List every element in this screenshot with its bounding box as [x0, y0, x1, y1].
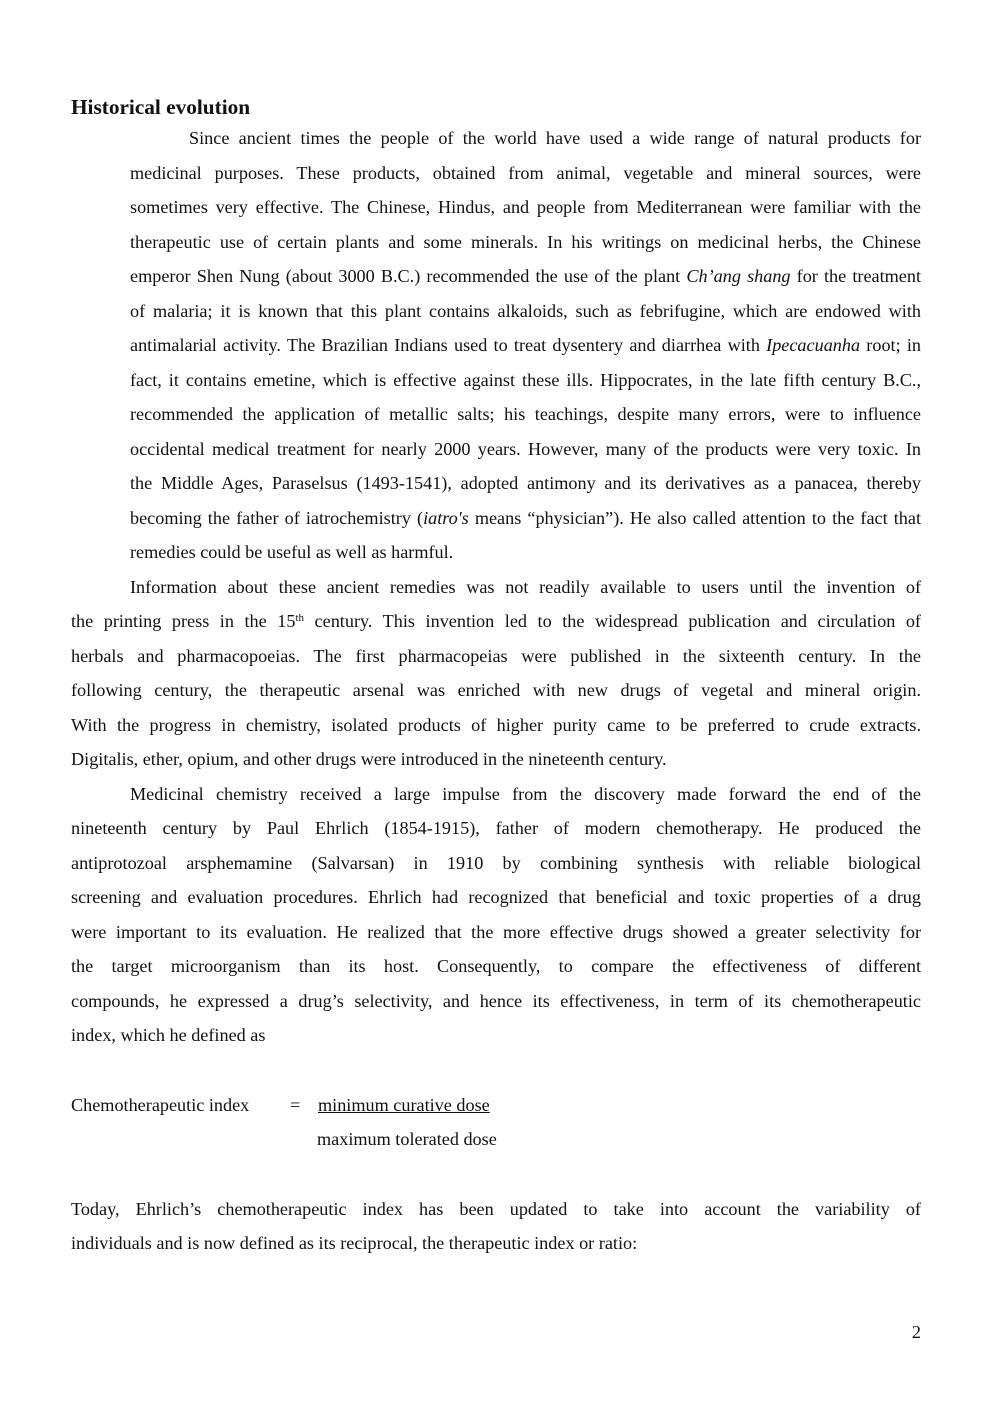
text-line: Today, Ehrlich’s chemotherapeutic index has been updated to take into account the variability of: [71, 1198, 921, 1219]
formula-denominator: maximum tolerated dose: [317, 1129, 497, 1149]
superscript: th: [295, 612, 305, 624]
italic-term: iatro's: [423, 507, 469, 528]
document-page: [71, 93, 921, 1261]
text-segment: means “physician”). He also called attention to the fact that: [468, 507, 921, 528]
text-segment: emperor Shen Nung (about 3000 B.C.) recommended the use of the plant: [130, 266, 687, 286]
text-line: therapeutic use of certain plants and some minerals. In his writings on medicinal herbs, the Chinese: [130, 231, 921, 252]
text-line: fact, it contains emetine, which is effective against these ills. Hippocrates, in the late fifth century B.C.,: [130, 369, 921, 390]
text-line: Information about these ancient remedies was not readily available to users until the invention of: [130, 576, 921, 597]
text-line: [71, 259, 921, 294]
text-line: [71, 604, 921, 639]
text-line: the Middle Ages, Paraselsus (1493-1541), adopted antimony and its derivatives as a panacea, thereby: [130, 473, 921, 493]
text-line: were important to its evaluation. He realized that the more effective drugs showed a greater selectivity for: [71, 921, 921, 942]
text-line: Since ancient times the people of the world have used a wide range of natural products for: [189, 128, 921, 148]
text-line: following century, the therapeutic arsenal was enriched with new drugs of vegetal and mineral origin.: [71, 680, 921, 700]
text-line: Medicinal chemistry received a large impulse from the discovery made forward the end of the: [130, 783, 921, 804]
text-segment: antimalarial activity. The Brazilian Indians used to treat dysentery and diarrhea with: [130, 335, 767, 355]
text-line: individuals and is now defined as its reciprocal, the therapeutic index or ratio:: [71, 1233, 638, 1253]
text-segment: root; in: [860, 335, 922, 355]
page-number: 2: [911, 1322, 921, 1342]
formula-label: Chemotherapeutic index: [71, 1094, 250, 1115]
formula-numerator: minimum curative dose: [318, 1094, 490, 1115]
text-line: occidental medical treatment for nearly 2000 years. However, many of the products were very toxic. In: [130, 438, 921, 459]
text-line: [71, 328, 921, 363]
text-line: nineteenth century by Paul Ehrlich (1854-1915), father of modern chemotherapy. He produced the: [71, 818, 921, 838]
text-line: medicinal purposes. These products, obtained from animal, vegetable and mineral sources, were: [130, 162, 921, 183]
text-line: Digitalis, ether, opium, and other drugs were introduced in the nineteenth century.: [71, 749, 667, 769]
chemotherapeutic-index-formula: [71, 1088, 921, 1192]
text-segment: century. This invention led to the widespread publication and circulation of: [304, 611, 921, 631]
paragraph-ancient-remedies: [71, 121, 921, 570]
text-line: sometimes very effective. The Chinese, Hindus, and people from Mediterranean were familiar with the: [130, 197, 921, 217]
text-line: herbals and pharmacopoeias. The first pharmacopeias were published in the sixteenth century. In the: [71, 645, 921, 666]
italic-plant-name: Ch’ang shang: [686, 266, 791, 286]
text-line: compounds, he expressed a drug’s selectivity, and hence its effectiveness, in term of its chemotherapeutic: [71, 990, 921, 1011]
text-segment: becoming the father of iatrochemistry (: [130, 507, 424, 528]
text-line: remedies could be useful as well as harmful.: [130, 542, 454, 562]
paragraph-therapeutic-index: [71, 1192, 921, 1261]
italic-plant-name: Ipecacuanha: [766, 335, 861, 355]
text-segment: the printing press in the 15: [71, 611, 296, 631]
section-heading: Historical evolution: [71, 95, 251, 119]
text-segment: for the treatment: [790, 266, 922, 286]
text-line: recommended the application of metallic salts; his teachings, despite many errors, were to influence: [130, 404, 921, 424]
text-line: antiprotozoal arsphemamine (Salvarsan) in 1910 by combining synthesis with reliable biological: [71, 852, 921, 873]
text-line: screening and evaluation procedures. Ehrlich had recognized that beneficial and toxic properties of a drug: [71, 887, 921, 907]
text-line: With the progress in chemistry, isolated products of higher purity came to be preferred to crude extracts.: [71, 714, 921, 735]
formula-equals: =: [290, 1094, 301, 1115]
text-line: [71, 501, 921, 536]
text-line: the target microorganism than its host. Consequently, to compare the effectiveness of different: [71, 956, 921, 976]
paragraph-ehrlich: [71, 777, 921, 1053]
text-line: of malaria; it is known that this plant contains alkaloids, such as febrifugine, which are endowed with: [130, 300, 921, 321]
text-line: index, which he defined as: [71, 1025, 266, 1045]
paragraph-printing-press: [71, 570, 921, 777]
